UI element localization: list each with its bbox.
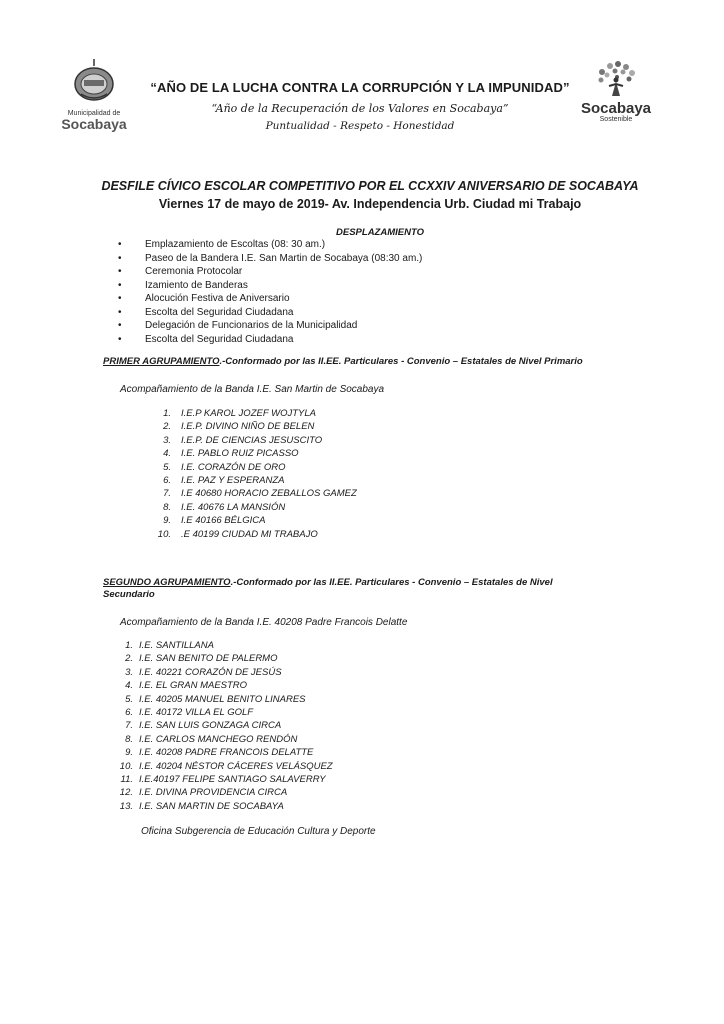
list-item: • Izamiento de Banderas (118, 279, 538, 293)
list-item (157, 528, 357, 541)
desplazamiento-heading: DESPLAZAMIENTO (336, 227, 424, 238)
list-item (118, 652, 333, 665)
school-name: I.E. DIVINA PROVIDENCIA CIRCA (139, 787, 288, 799)
item-number: 2. (125, 653, 133, 665)
item-number: 7. (163, 488, 171, 500)
group1-school-list (157, 407, 357, 541)
list-item (118, 733, 333, 746)
document-title: DESFILE CÍVICO ESCOLAR COMPETITIVO POR EL CCXXIV ANIVERSARIO DE SOCABAYA (101, 179, 639, 193)
item-number: 7. (125, 720, 133, 732)
item-number: 11. (120, 773, 133, 785)
list-item (157, 514, 357, 527)
list-item: • Alocución Festiva de Aniversario (118, 292, 538, 306)
school-name: I.E. CARLOS MANCHEGO RENDÓN (139, 733, 298, 745)
list-item (118, 760, 333, 773)
school-name: I.E. PAZ Y ESPERANZA (181, 474, 285, 486)
school-name: I.E.P. DE CIENCIAS JESUSCITO (181, 434, 323, 446)
group1-heading (103, 356, 663, 367)
school-name: I.E. SANTILLANA (139, 640, 214, 651)
document-subtitle: Viernes 17 de mayo de 2019- Av. Independencia Urb. Ciudad mi Trabajo (158, 197, 582, 211)
list-item (118, 679, 333, 692)
school-name: I.E 40680 HORACIO ZEBALLOS GAMEZ (181, 488, 357, 500)
school-name: I.E. 40172 VILLA EL GOLF (139, 706, 254, 718)
list-item: • Paseo de la Bandera I.E. San Martin de Socabaya (08:30 am.) (118, 252, 538, 266)
group1-description: .-Conformado por las II.EE. Particulares - Convenio – Estatales de Nivel Primario (219, 356, 583, 367)
list-item (157, 501, 357, 514)
list-item (118, 786, 333, 799)
item-number: 2. (163, 421, 171, 433)
logo-left-caption: Municipalidad de (67, 110, 121, 117)
logo-right-caption: Sostenible (599, 116, 633, 123)
year-slogan: “AÑO DE LA LUCHA CONTRA LA CORRUPCIÓN Y LA IMPUNIDAD” (150, 80, 570, 95)
item-number: 13. (119, 800, 133, 812)
group2-label: SEGUNDO AGRUPAMIENTO (103, 577, 231, 588)
local-slogan: “Año de la Recuperación de los Valores en Socabaya” (211, 102, 509, 115)
issuing-office: Oficina Subgerencia de Educación Cultura y Deporte (141, 826, 376, 837)
school-name: I.E. SAN MARTIN DE SOCABAYA (139, 800, 284, 812)
group2-description: .-Conformado por las II.EE. Particulares - Convenio – Estatales de Nivel (230, 577, 553, 588)
values-motto: Puntualidad - Respeto - Honestidad (265, 120, 455, 132)
item-number: 5. (163, 461, 171, 473)
list-item: • Delegación de Funcionarios de la Municipalidad (118, 319, 538, 333)
group2-heading (103, 577, 663, 601)
list-item (118, 666, 333, 679)
item-number: 10. (119, 760, 133, 772)
item-number: 9. (163, 515, 171, 527)
item-number: 12. (119, 787, 133, 799)
list-item (118, 693, 333, 706)
list-item (118, 706, 333, 719)
list-item (157, 487, 357, 500)
item-number: 9. (125, 747, 133, 759)
list-item: • Escolta del Seguridad Ciudadana (118, 333, 538, 347)
item-number: 8. (125, 733, 133, 745)
school-name: I.E.P. DIVINO NIÑO DE BELEN (181, 421, 315, 433)
item-number: 10. (157, 528, 171, 540)
school-name: I.E.P KAROL JOZEF WOJTYLA (181, 408, 316, 419)
item-number: 5. (125, 693, 133, 705)
tree-people-icon (588, 58, 644, 98)
list-item (157, 420, 357, 433)
group2-school-list (118, 639, 333, 813)
school-name: I.E. SAN LUIS GONZAGA CIRCA (139, 720, 282, 732)
school-name: I.E. 40204 NÉSTOR CÁCERES VELÁSQUEZ (139, 760, 333, 772)
list-item (157, 407, 357, 420)
list-item: • Ceremonia Protocolar (118, 265, 538, 279)
school-name: I.E. 40208 PADRE FRANCOIS DELATTE (139, 747, 314, 759)
group2-description-cont: Secundario (103, 589, 155, 600)
list-item (118, 719, 333, 732)
school-name: I.E 40166 BÉLGICA (181, 515, 266, 527)
municipality-logo (58, 58, 130, 132)
item-number: 6. (125, 706, 133, 718)
item-number: 3. (163, 434, 171, 446)
school-name: I.E. CORAZÓN DE ORO (181, 461, 286, 473)
socabaya-sostenible-logo (575, 58, 657, 123)
logo-right-name: Socabaya (580, 100, 652, 117)
list-item (157, 461, 357, 474)
list-item (118, 746, 333, 759)
group1-band: Acompañamiento de la Banda I.E. San Martin de Socabaya (120, 384, 385, 395)
school-name: I.E. 40221 CORAZÓN DE JESÚS (139, 666, 282, 678)
list-item (118, 639, 333, 652)
school-name: I.E.40197 FELIPE SANTIAGO SALAVERRY (139, 773, 326, 785)
school-name: I.E. SAN BENITO DE PALERMO (139, 653, 278, 665)
item-number: 6. (163, 474, 171, 486)
list-item (157, 434, 357, 447)
group2-band: Acompañamiento de la Banda I.E. 40208 Padre Francois Delatte (120, 617, 408, 628)
group1-label: PRIMER AGRUPAMIENTO (103, 356, 220, 367)
logo-left-name: Socabaya (61, 116, 127, 132)
school-name: .E 40199 CIUDAD MI TRABAJO (181, 528, 318, 540)
school-name: I.E. EL GRAN MAESTRO (139, 680, 248, 692)
list-item: • Escolta del Seguridad Ciudadana (118, 306, 538, 320)
list-item (157, 447, 357, 460)
list-item: • Emplazamiento de Escoltas (08: 30 am.) (118, 238, 538, 252)
school-name: I.E. 40205 MANUEL BENITO LINARES (139, 693, 306, 705)
municipality-seal-icon (71, 58, 117, 104)
item-number: 1. (125, 640, 133, 651)
list-item (157, 474, 357, 487)
item-number: 8. (163, 501, 171, 513)
list-item (118, 800, 333, 813)
school-name: I.E. 40676 LA MANSIÓN (181, 501, 286, 513)
desplazamiento-list (118, 238, 538, 346)
school-name: I.E. PABLO RUIZ PICASSO (181, 448, 299, 460)
list-item (118, 773, 333, 786)
item-number: 1. (163, 408, 171, 419)
item-number: 3. (125, 666, 133, 678)
item-number: 4. (163, 448, 171, 460)
item-number: 4. (125, 680, 133, 692)
